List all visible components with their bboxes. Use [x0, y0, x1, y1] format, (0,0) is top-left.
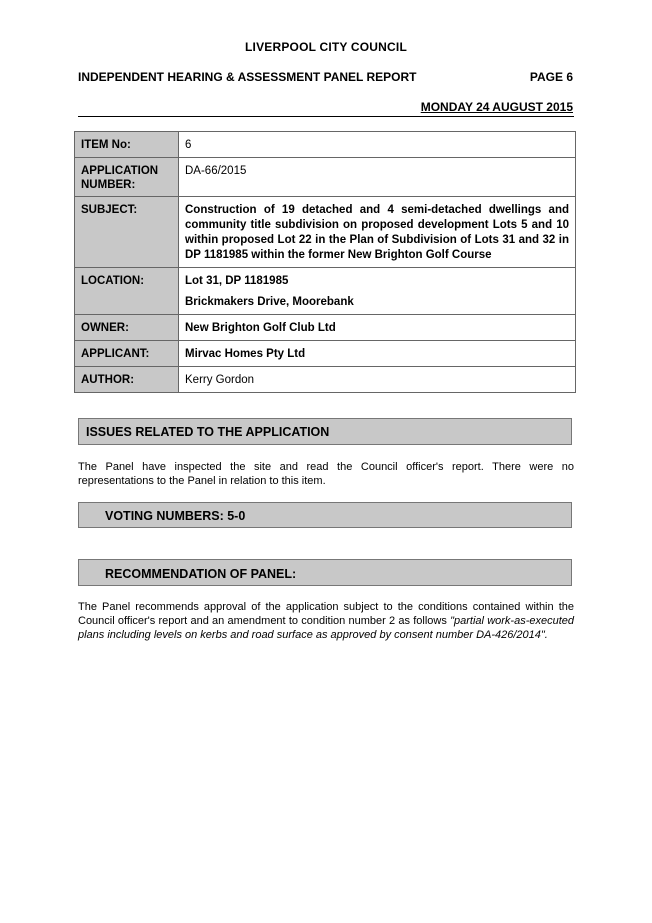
recommendation-quote: "partial work-as-executed plans including levels on kerbs and road surface as approved by consent number DA-426/2014".	[78, 615, 575, 641]
issues-paragraph: The Panel have inspected the site and read the Council officer's report. There were no representations to the Panel in relation to this item.	[78, 461, 574, 487]
location-value	[179, 268, 576, 315]
owner-label: OWNER:	[75, 315, 179, 341]
table-row	[75, 132, 576, 158]
table-row	[75, 158, 576, 197]
location-lot: Lot 31, DP 1181985	[185, 275, 289, 287]
meeting-date: MONDAY 24 AUGUST 2015	[420, 100, 573, 114]
table-row	[75, 367, 576, 393]
issues-heading: ISSUES RELATED TO THE APPLICATION	[78, 418, 572, 445]
application-number-label: APPLICATION NUMBER:	[75, 158, 179, 197]
location-street: Brickmakers Drive, Moorebank	[185, 296, 354, 308]
recommendation-text: The Panel recommends approval of the application subject to the conditions contained within the Council officer's report and an amendment to condition number 2 as follows	[78, 601, 574, 627]
item-no-label: ITEM No:	[75, 132, 179, 158]
application-number-value: DA-66/2015	[179, 158, 576, 197]
author-value: Kerry Gordon	[179, 367, 576, 393]
report-title: INDEPENDENT HEARING & ASSESSMENT PANEL REPORT	[78, 70, 417, 84]
council-name: LIVERPOOL CITY COUNCIL	[245, 40, 407, 54]
table-row	[75, 341, 576, 367]
table-row	[75, 268, 576, 315]
author-label: AUTHOR:	[75, 367, 179, 393]
application-info-table	[74, 131, 576, 393]
header-divider	[78, 116, 574, 117]
recommendation-heading: RECOMMENDATION OF PANEL:	[78, 559, 572, 586]
applicant-label: APPLICANT:	[75, 341, 179, 367]
location-label: LOCATION:	[75, 268, 179, 315]
table-row	[75, 315, 576, 341]
owner-value: New Brighton Golf Club Ltd	[179, 315, 576, 341]
recommendation-paragraph	[78, 600, 574, 642]
page-number: PAGE 6	[529, 70, 573, 84]
subject-value: Construction of 19 detached and 4 semi-detached dwellings and community title subdivision on proposed development Lots 5 and 10 within proposed Lot 22 in the Plan of Subdivision of Lots 31 and 32 in DP 1181985 within the former New Brighton Golf Course	[179, 197, 576, 268]
voting-heading: VOTING NUMBERS: 5-0	[78, 502, 572, 528]
subject-label: SUBJECT:	[75, 197, 179, 268]
table-row	[75, 197, 576, 268]
applicant-value: Mirvac Homes Pty Ltd	[179, 341, 576, 367]
item-no-value: 6	[179, 132, 576, 158]
